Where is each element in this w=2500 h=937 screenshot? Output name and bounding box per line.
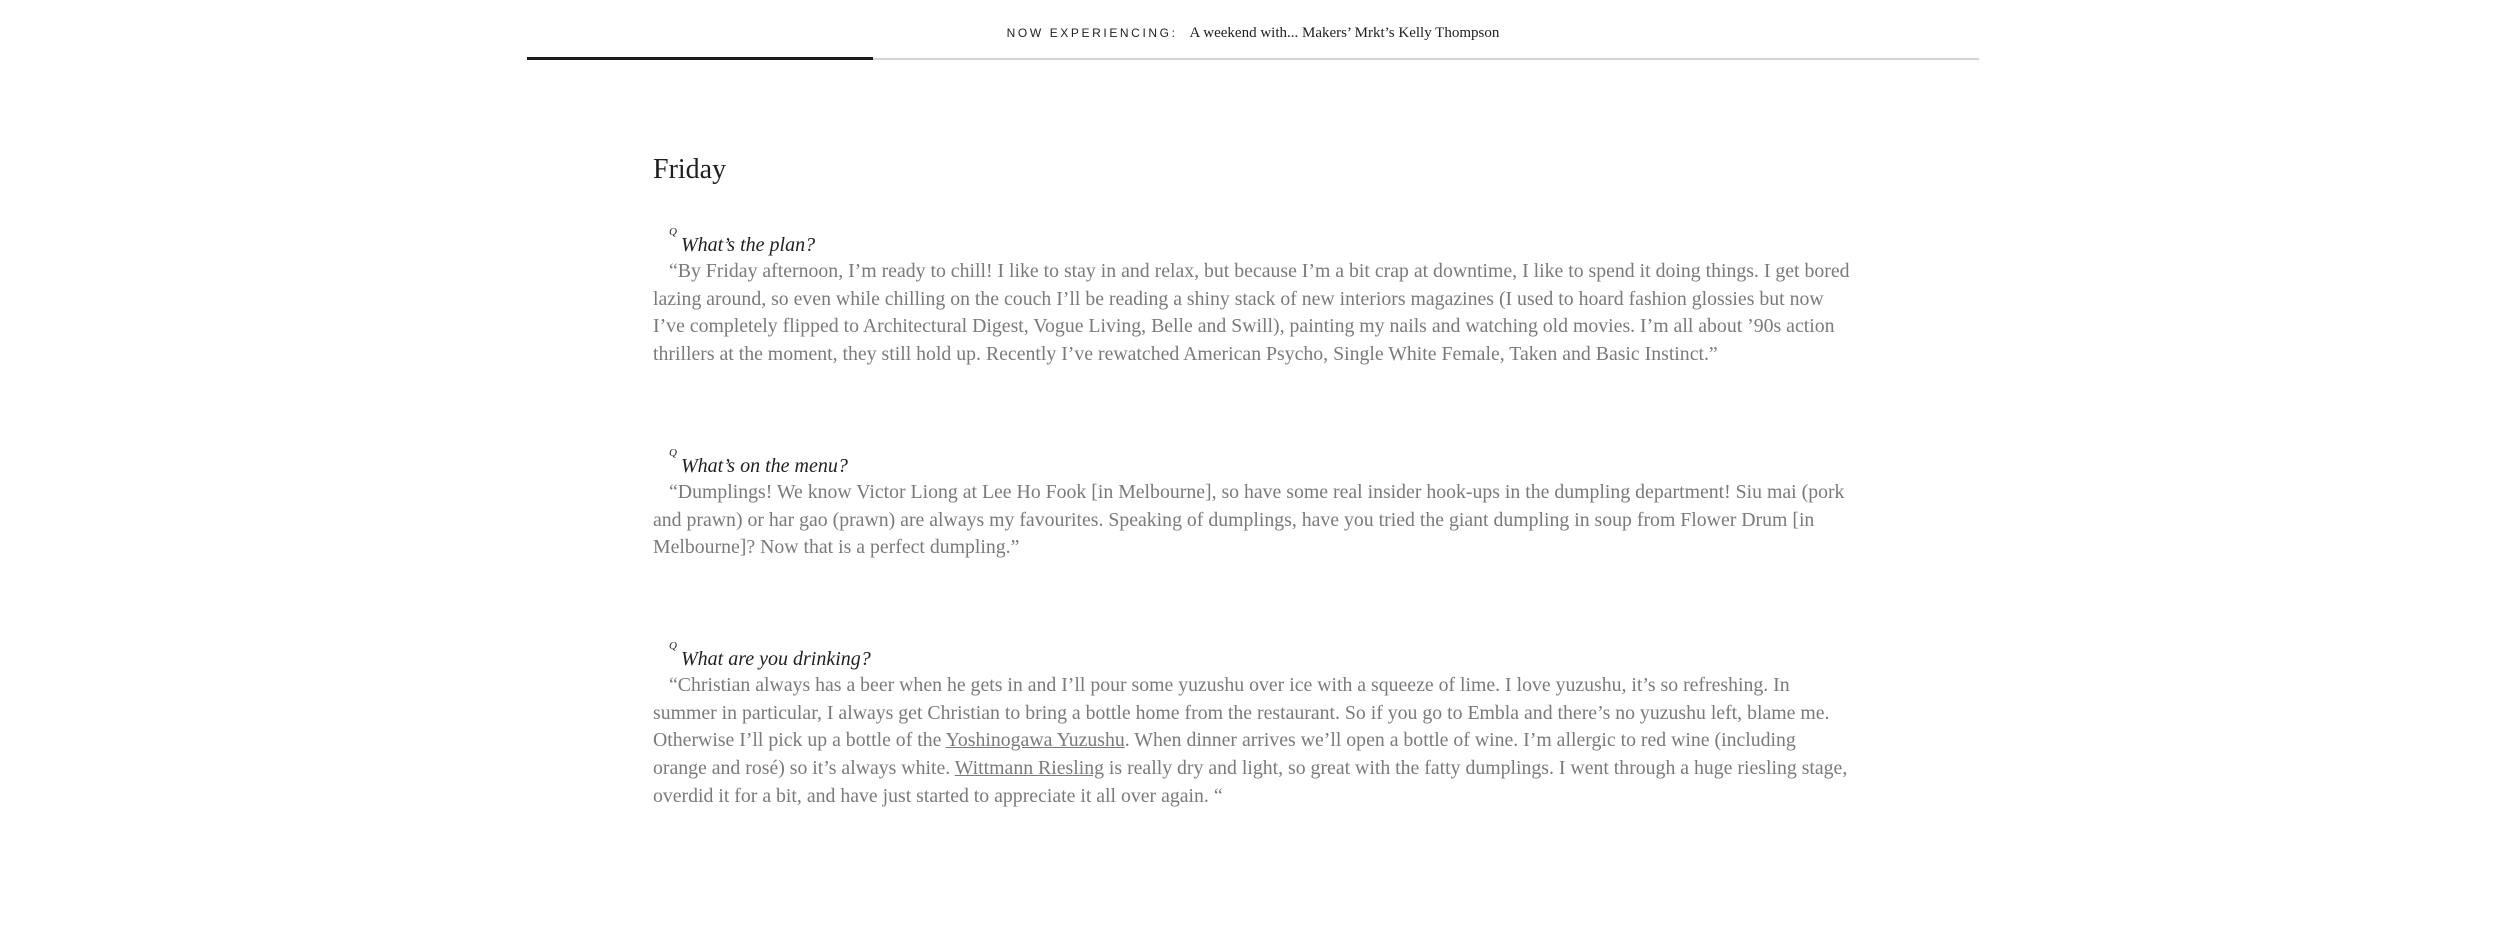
answer-plan: “By Friday afternoon, I’m ready to chill! I like to stay in and relax, but because I’m a bit crap at downtime, I like to spend it doing things. I get bored lazing around, so even while chilling on the couch I’ll be reading a shiny stack of new interiors magazines (I used to hoard fashion glossies but now I’ve completely flipped to Architectural Digest, Vogue Living, Belle and Swill), painting my nails and watching old movies. I’m all about ’90s action thrillers at the moment, they still hold up. Recently I’ve rewatched American Psycho, Single White Female, Taken and Basic Instinct.” xyxy=(653,260,1850,366)
answer-drinking xyxy=(653,672,1853,811)
reading-progress-bar xyxy=(527,58,1979,60)
day-heading: Friday xyxy=(653,154,727,185)
qa-block-menu xyxy=(653,446,1853,562)
answer-menu: “Dumplings! We know Victor Liong at Lee Ho Fook [in Melbourne], so have some real insider hook-ups in the dumpling department! Siu mai (pork and prawn) or har gao (prawn) are always my favourites. Speaking of dumplings, have you tried the giant dumpling in soup from Flower Drum [in Melbourne]? Now that is a perfect dumpling.” xyxy=(653,480,1845,559)
yoshinogawa-yuzushu-link[interactable]: Yoshinogawa Yuzushu xyxy=(945,729,1125,752)
now-experiencing-bar xyxy=(527,0,1979,62)
answer-drinking-text: “Christian always has a beer when he gets in and I’ll pour some yuzushu over ice with a squeeze of lime. I love yuzushu, it’s so refreshing. In summer in particular, I always get Christian to bring a bottle home from the restaurant. So if you go to Embla and there’s no yuzushu left, blame me. Otherwise I’ll pick up a bottle of the xyxy=(653,673,1830,752)
question-marker: Q xyxy=(669,639,677,652)
reading-progress-fill xyxy=(527,57,873,60)
article-body xyxy=(653,148,1853,810)
answer-drinking-text: . When dinner arrives we’ll open a bottle of wine. I’m allergic to red wine (including orange and rosé) so it’s always white. xyxy=(653,729,1796,780)
answer-drinking-text: is really dry and light, so great with the fatty dumplings. I went through a huge riesling stage, overdid it for a bit, and have just started to appreciate it all over again. “ xyxy=(653,757,1848,807)
wittmann-riesling-link[interactable]: Wittmann Riesling xyxy=(954,757,1104,780)
question-menu: What’s on the menu? xyxy=(681,454,848,477)
qa-block-drinking xyxy=(653,639,1853,811)
now-experiencing-title[interactable]: A weekend with... Makers’ Mrkt’s Kelly Thompson xyxy=(1189,25,1500,41)
qa-block-plan xyxy=(653,226,1853,369)
question-drinking: What are you drinking? xyxy=(681,647,871,670)
question-plan: What’s the plan? xyxy=(681,234,816,256)
question-marker: Q xyxy=(669,226,677,238)
question-marker: Q xyxy=(669,446,677,459)
now-experiencing-label: NOW EXPERIENCING: xyxy=(1006,26,1178,40)
now-experiencing-text xyxy=(527,24,1979,42)
